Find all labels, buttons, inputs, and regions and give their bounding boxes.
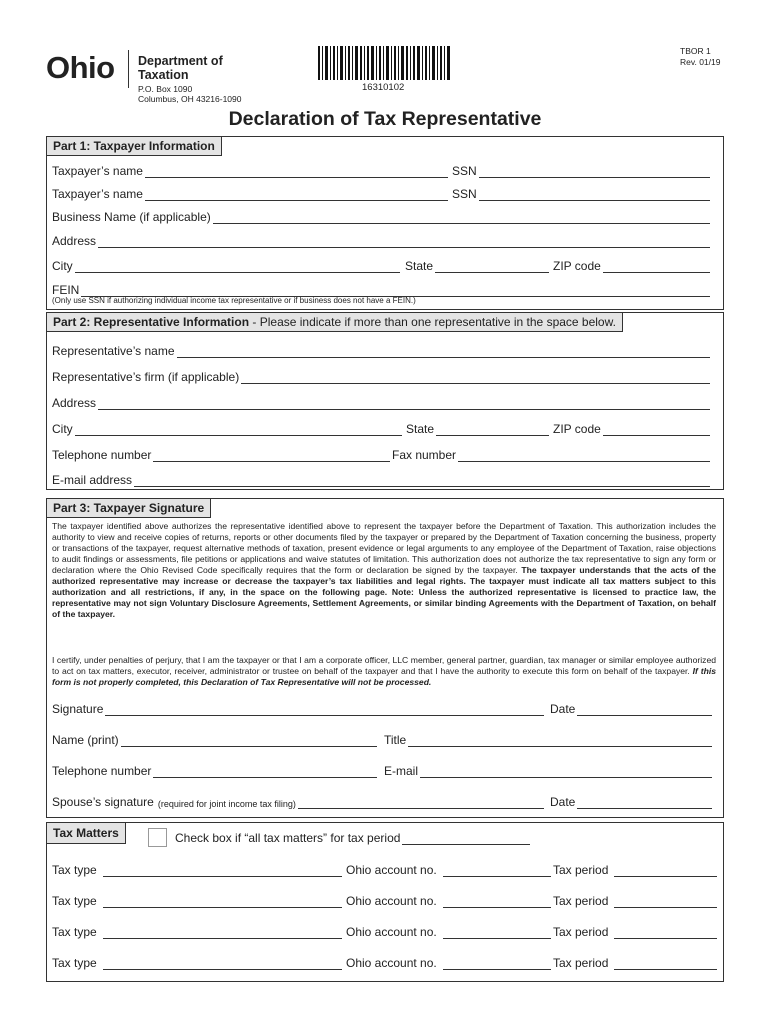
ohio-logo: Ohio xyxy=(46,50,115,85)
rep-firm-label: Representative’s firm (if applicable) xyxy=(52,370,240,384)
state-field[interactable] xyxy=(405,259,549,273)
input-line[interactable] xyxy=(75,262,400,273)
page-title: Declaration of Tax Representative xyxy=(228,108,542,130)
state-label: State xyxy=(405,259,434,273)
all-tax-matters-checkbox[interactable] xyxy=(148,828,167,847)
city-label: City xyxy=(52,422,73,436)
input-line[interactable] xyxy=(121,736,377,747)
input-line[interactable] xyxy=(103,959,342,970)
department-line-1: Department of xyxy=(138,54,223,68)
input-line[interactable] xyxy=(614,866,717,877)
taxpayer-name-label: Taxpayer’s name xyxy=(52,187,143,201)
taxpayer-name-label: Taxpayer’s name xyxy=(52,164,143,178)
tax-type-field-2[interactable] xyxy=(52,894,342,908)
ssn-field-2[interactable] xyxy=(452,187,710,201)
tax-period-field-2[interactable] xyxy=(553,894,717,908)
address-line-1: P.O. Box 1090 xyxy=(138,84,193,94)
ohio-account-field-2[interactable] xyxy=(346,894,551,908)
rep-email-field[interactable] xyxy=(52,473,710,487)
ohio-account-field-1[interactable] xyxy=(346,863,551,877)
ohio-account-label: Ohio account no. xyxy=(346,894,437,908)
ohio-account-label: Ohio account no. xyxy=(346,863,437,877)
input-line[interactable] xyxy=(134,476,710,487)
rep-fax-field[interactable] xyxy=(392,448,710,462)
date-label: Date xyxy=(550,795,576,809)
tax-period-label: Tax period xyxy=(553,894,609,908)
input-line[interactable] xyxy=(408,736,712,747)
tax-type-field-3[interactable] xyxy=(52,925,342,939)
all-tax-matters-period-field[interactable] xyxy=(175,831,530,845)
rep-state-field[interactable] xyxy=(406,422,549,436)
checkbox-label: Check box if “all tax matters” for tax period xyxy=(175,831,401,845)
fein-label: FEIN xyxy=(52,283,80,297)
name-print-label: Name (print) xyxy=(52,733,119,747)
input-line[interactable] xyxy=(614,897,717,908)
taxpayer-name-field-2[interactable] xyxy=(52,187,448,201)
spouse-signature-label: Spouse’s signature xyxy=(52,795,154,809)
ssn-field-1[interactable] xyxy=(452,164,710,178)
signer-telephone-field[interactable] xyxy=(52,764,377,778)
authorization-paragraph xyxy=(52,521,716,620)
logo-divider xyxy=(128,50,129,88)
tax-period-label: Tax period xyxy=(553,956,609,970)
input-line[interactable] xyxy=(436,425,549,436)
barcode-number: 16310102 xyxy=(362,82,405,93)
form-identifier xyxy=(680,46,720,68)
authorization-text: The taxpayer identified above authorizes the representative identified above to represent the taxpayer before the Department of Taxation. This authorization includes the authority to view and receive copies of returns, reports or other documents filed by the taxpayer or prepared by the Department of Taxation concerning the business, property or transactions of the taxpayer, request alternative methods of taxation, present evidence or legal arguments to any employee of the Department of Taxation, raise objections to audit findings or assessments, file petitions or applications and waive statutes of limitation. This authorization does not authorize the tax representative to sign any form or declaration where the Ohio Revised Code specifically requires that the form or declaration be signed by the taxpayer. xyxy=(52,521,716,575)
input-line[interactable] xyxy=(420,767,712,778)
ohio-account-label: Ohio account no. xyxy=(346,956,437,970)
zip-field[interactable] xyxy=(553,259,710,273)
input-line[interactable] xyxy=(98,237,710,248)
signature-label: Signature xyxy=(52,702,104,716)
tax-period-field-1[interactable] xyxy=(553,863,717,877)
rep-telephone-field[interactable] xyxy=(52,448,390,462)
rep-address-field[interactable] xyxy=(52,396,710,410)
signature-field[interactable] xyxy=(52,702,544,716)
input-line[interactable] xyxy=(145,167,448,178)
ohio-account-label: Ohio account no. xyxy=(346,925,437,939)
part1-heading: Part 1: Taxpayer Information xyxy=(46,136,222,156)
input-line[interactable] xyxy=(103,866,342,877)
input-line[interactable] xyxy=(577,798,712,809)
barcode-image xyxy=(318,46,450,80)
fein-field[interactable] xyxy=(52,283,710,297)
input-line[interactable] xyxy=(105,705,544,716)
department-address xyxy=(138,84,241,104)
city-field[interactable] xyxy=(52,259,400,273)
input-line[interactable] xyxy=(241,373,710,384)
rep-name-label: Representative’s name xyxy=(52,344,175,358)
input-line[interactable] xyxy=(402,834,530,845)
telephone-label: Telephone number xyxy=(52,448,152,462)
signature-date-field[interactable] xyxy=(550,702,712,716)
input-line[interactable] xyxy=(435,262,549,273)
address-line-2: Columbus, OH 43216-1090 xyxy=(138,94,242,104)
tax-type-label: Tax type xyxy=(52,863,97,877)
ssn-label: SSN xyxy=(452,164,477,178)
spouse-signature-note: (required for joint income tax filing) xyxy=(157,799,296,809)
tax-type-label: Tax type xyxy=(52,894,97,908)
name-print-field[interactable] xyxy=(52,733,377,747)
tax-type-field-4[interactable] xyxy=(52,956,342,970)
input-line[interactable] xyxy=(603,262,710,273)
rep-zip-field[interactable] xyxy=(553,422,710,436)
department-line-2: Taxation xyxy=(138,68,189,82)
input-line[interactable] xyxy=(153,451,390,462)
zip-label: ZIP code xyxy=(553,259,601,273)
part2-heading xyxy=(46,312,623,332)
signer-email-field[interactable] xyxy=(384,764,712,778)
title-label: Title xyxy=(384,733,407,747)
input-line[interactable] xyxy=(479,190,710,201)
rep-city-field[interactable] xyxy=(52,422,402,436)
tax-matters-heading: Tax Matters xyxy=(46,822,126,844)
form-revision: Rev. 01/19 xyxy=(680,57,721,67)
representative-name-field[interactable] xyxy=(52,344,710,358)
business-name-label: Business Name (if applicable) xyxy=(52,210,211,224)
address-label: Address xyxy=(52,234,97,248)
input-line[interactable] xyxy=(458,451,710,462)
input-line[interactable] xyxy=(145,190,448,201)
input-line[interactable] xyxy=(577,705,712,716)
address-field[interactable] xyxy=(52,234,710,248)
tax-period-label: Tax period xyxy=(553,863,609,877)
spouse-date-field[interactable] xyxy=(550,795,712,809)
ohio-account-field-4[interactable] xyxy=(346,956,551,970)
zip-label: ZIP code xyxy=(553,422,601,436)
telephone-label: Telephone number xyxy=(52,764,152,778)
authorization-bold-text: The taxpayer understands that the acts of the authorized representative may increase or decrease the taxpayer’s tax liabilities and legal rights. The taxpayer must indicate all tax matters subject to this authorization and all restrictions, if any, in the space on the following page. Note: Unless the authorized representative is licensed to practice law, the representative may not sign Voluntary Disclosure Agreements, Settlement Agreements, or similar binding Agreements with the Department of Taxation, on behalf of the taxpayer. xyxy=(52,565,716,619)
tax-period-label: Tax period xyxy=(553,925,609,939)
address-label: Address xyxy=(52,396,97,410)
tax-period-field-4[interactable] xyxy=(553,956,717,970)
representative-firm-field[interactable] xyxy=(52,370,710,384)
ssn-note: (Only use SSN if authorizing individual income tax representative or if business does not have a FEIN.) xyxy=(52,296,416,305)
tax-type-label: Tax type xyxy=(52,925,97,939)
form-id: TBOR 1 xyxy=(680,46,711,56)
input-line[interactable] xyxy=(443,866,551,877)
input-line[interactable] xyxy=(103,928,342,939)
tax-type-field-1[interactable] xyxy=(52,863,342,877)
input-line[interactable] xyxy=(443,928,551,939)
spouse-signature-field[interactable] xyxy=(52,795,544,809)
state-label: State xyxy=(406,422,435,436)
input-line[interactable] xyxy=(153,767,377,778)
certification-warning: If this form is not properly completed, this Declaration of Tax Representative will not be processed. xyxy=(52,666,716,687)
input-line[interactable] xyxy=(479,167,710,178)
taxpayer-name-field-1[interactable] xyxy=(52,164,448,178)
certification-paragraph xyxy=(52,655,716,688)
tax-period-field-3[interactable] xyxy=(553,925,717,939)
input-line[interactable] xyxy=(614,959,717,970)
business-name-field[interactable] xyxy=(52,210,710,224)
department-name xyxy=(138,54,223,82)
input-line[interactable] xyxy=(443,897,551,908)
email-label: E-mail xyxy=(384,764,419,778)
certification-text: I certify, under penalties of perjury, that I am the taxpayer or that I am a corporate officer, LLC member, general partner, guardian, tax manager or similar employee authorized to act on tax matters, executor, receiver, administrator or trustee on behalf of the taxpayer and that I have the authority to execute this form on behalf of the taxpayer. xyxy=(52,655,716,676)
input-line[interactable] xyxy=(103,897,342,908)
part2-heading-note: - Please indicate if more than one representative in the space below. xyxy=(249,315,616,329)
part2-heading-title: Part 2: Representative Information xyxy=(53,315,250,329)
input-line[interactable] xyxy=(98,399,710,410)
input-line[interactable] xyxy=(213,213,710,224)
date-label: Date xyxy=(550,702,576,716)
tax-type-label: Tax type xyxy=(52,956,97,970)
ssn-label: SSN xyxy=(452,187,477,201)
city-label: City xyxy=(52,259,73,273)
input-line[interactable] xyxy=(614,928,717,939)
part3-heading: Part 3: Taxpayer Signature xyxy=(46,498,211,518)
email-label: E-mail address xyxy=(52,473,133,487)
input-line[interactable] xyxy=(75,425,402,436)
fax-label: Fax number xyxy=(392,448,457,462)
title-field[interactable] xyxy=(384,733,712,747)
input-line[interactable] xyxy=(298,798,544,809)
input-line[interactable] xyxy=(603,425,710,436)
input-line[interactable] xyxy=(443,959,551,970)
input-line[interactable] xyxy=(177,347,710,358)
ohio-account-field-3[interactable] xyxy=(346,925,551,939)
